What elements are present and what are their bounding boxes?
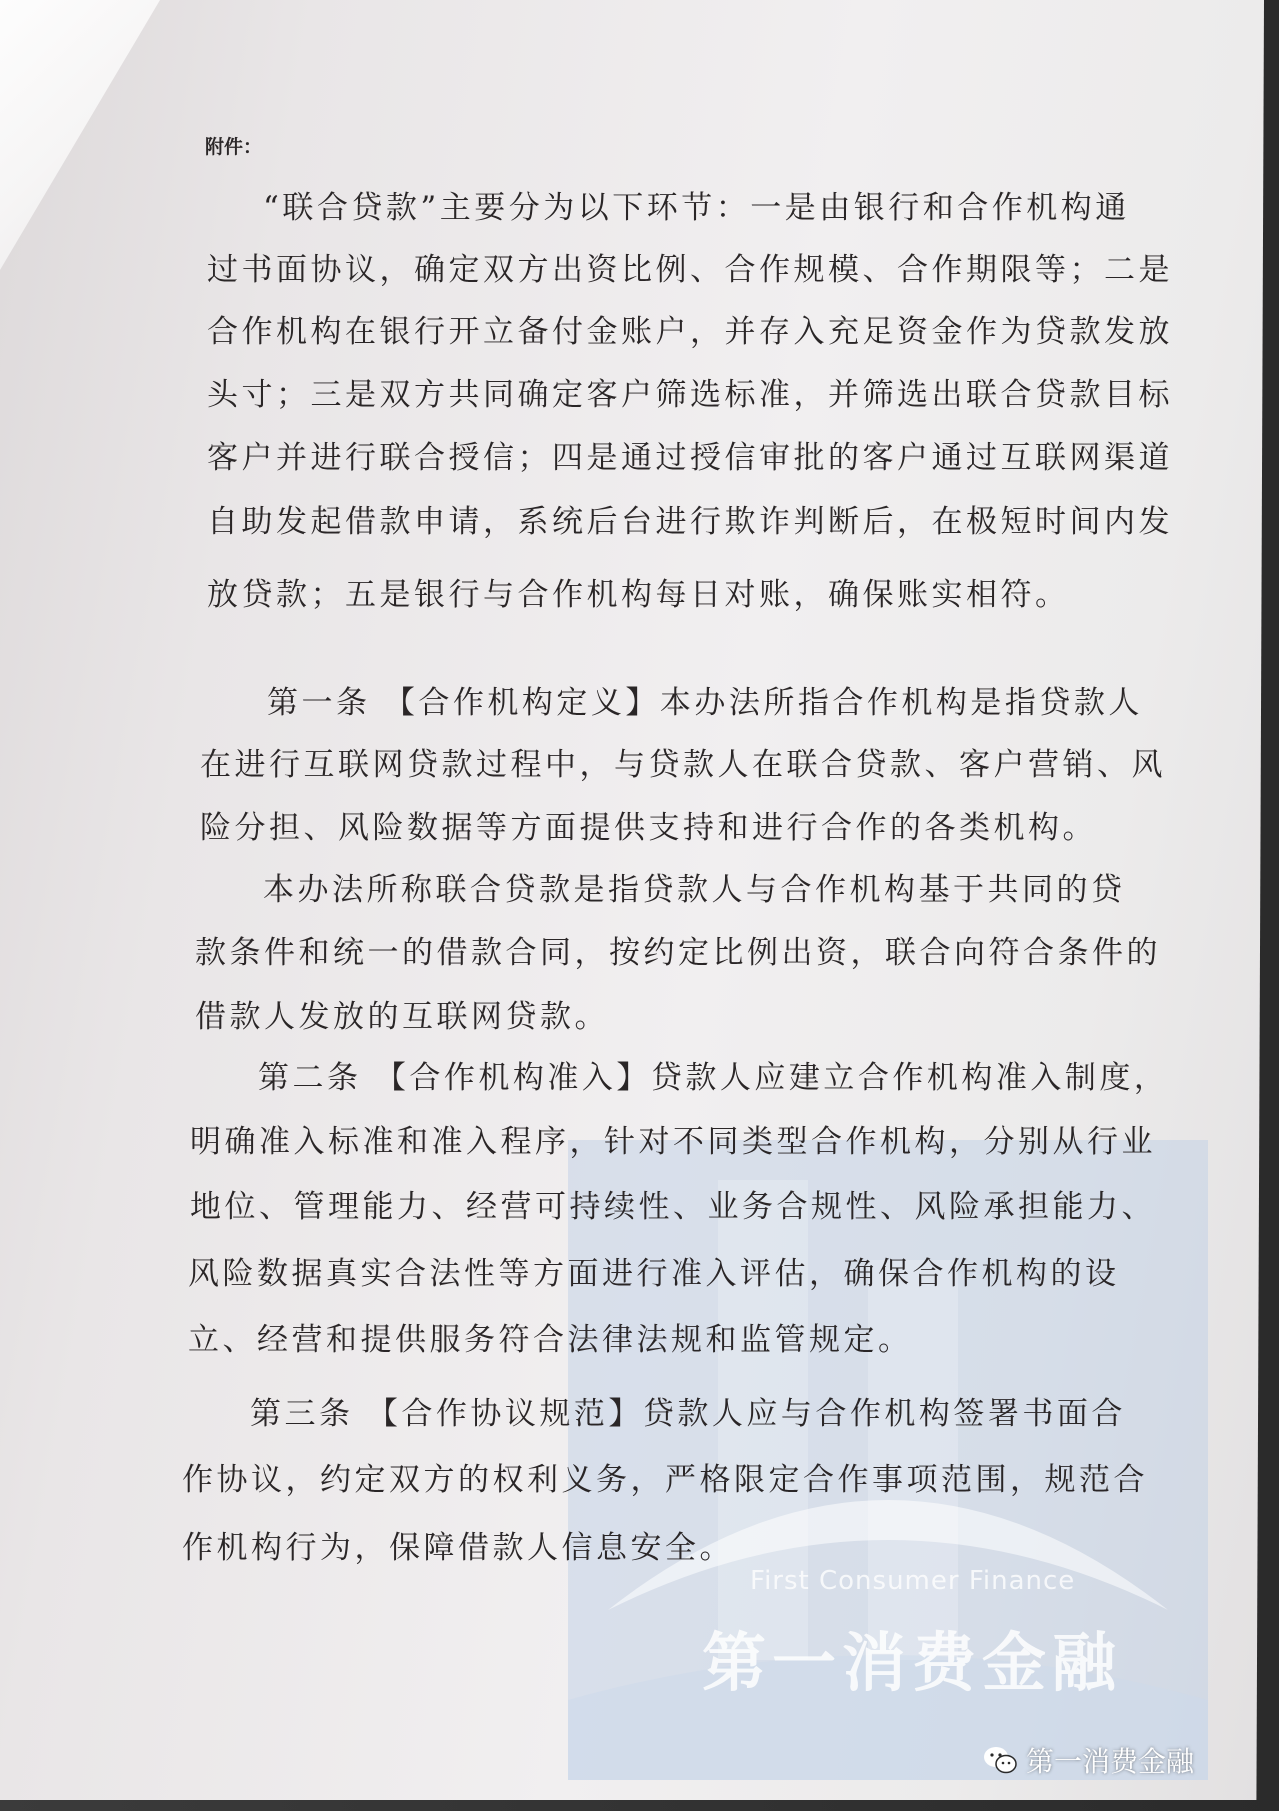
text-line: 第二条 【合作机构准入】贷款人应建立合作机构准入制度， <box>258 1060 1169 1096</box>
text-line: 过书面协议，确定双方出资比例、合作规模、合作期限等；二是 <box>207 252 1173 288</box>
text-line: 款条件和统一的借款合同，按约定比例出资，联合向符合条件的 <box>195 935 1161 971</box>
account-name: 第一消费金融 <box>1026 1745 1195 1778</box>
wechat-icon <box>982 1745 1018 1775</box>
text-line: 合作机构在银行开立备付金账户，并存入充足资金作为贷款发放 <box>207 314 1173 350</box>
text-line: 在进行互联网贷款过程中，与贷款人在联合贷款、客户营销、风 <box>200 747 1166 783</box>
text-line: “联合贷款”主要分为以下环节：一是由银行和合作机构通 <box>263 190 1130 226</box>
text-line: 本办法所称联合贷款是指贷款人与合作机构基于共同的贷 <box>263 872 1126 908</box>
account-signature[interactable] <box>982 1742 1194 1778</box>
text-line: 立、经营和提供服务符合法律法规和监管规定。 <box>188 1322 913 1358</box>
text-line: 风险数据真实合法性等方面进行准入评估，确保合作机构的设 <box>188 1256 1120 1292</box>
text-line: 自助发起借款申请，系统后台进行欺诈判断后，在极短时间内发 <box>207 504 1173 540</box>
text-line: 放贷款；五是银行与合作机构每日对账，确保账实相符。 <box>207 577 1070 613</box>
text-line: 地位、管理能力、经营可持续性、业务合规性、风险承担能力、 <box>190 1189 1156 1225</box>
text-line: 客户并进行联合授信；四是通过授信审批的客户通过互联网渠道 <box>207 440 1173 476</box>
text-line: 第一条 【合作机构定义】本办法所指合作机构是指贷款人 <box>267 685 1143 721</box>
text-line: 险分担、风险数据等方面提供支持和进行合作的各类机构。 <box>200 810 1097 846</box>
text-line: 借款人发放的互联网贷款。 <box>195 999 609 1035</box>
text-line: 头寸；三是双方共同确定客户筛选标准，并筛选出联合贷款目标 <box>207 377 1173 413</box>
watermark-english-text: First Consumer Finance <box>750 1566 1076 1596</box>
attachment-label: 附件： <box>205 136 263 158</box>
text-line: 第三条 【合作协议规范】贷款人应与合作机构签署书面合 <box>250 1396 1126 1432</box>
text-line: 明确准入标准和准入程序，针对不同类型合作机构，分别从行业 <box>190 1124 1156 1160</box>
text-line: 作协议，约定双方的权利义务，严格限定合作事项范围，规范合 <box>182 1462 1148 1498</box>
watermark-chinese-text: 第一消费金融 <box>702 1627 1122 1701</box>
text-line: 作机构行为，保障借款人信息安全。 <box>182 1530 734 1566</box>
